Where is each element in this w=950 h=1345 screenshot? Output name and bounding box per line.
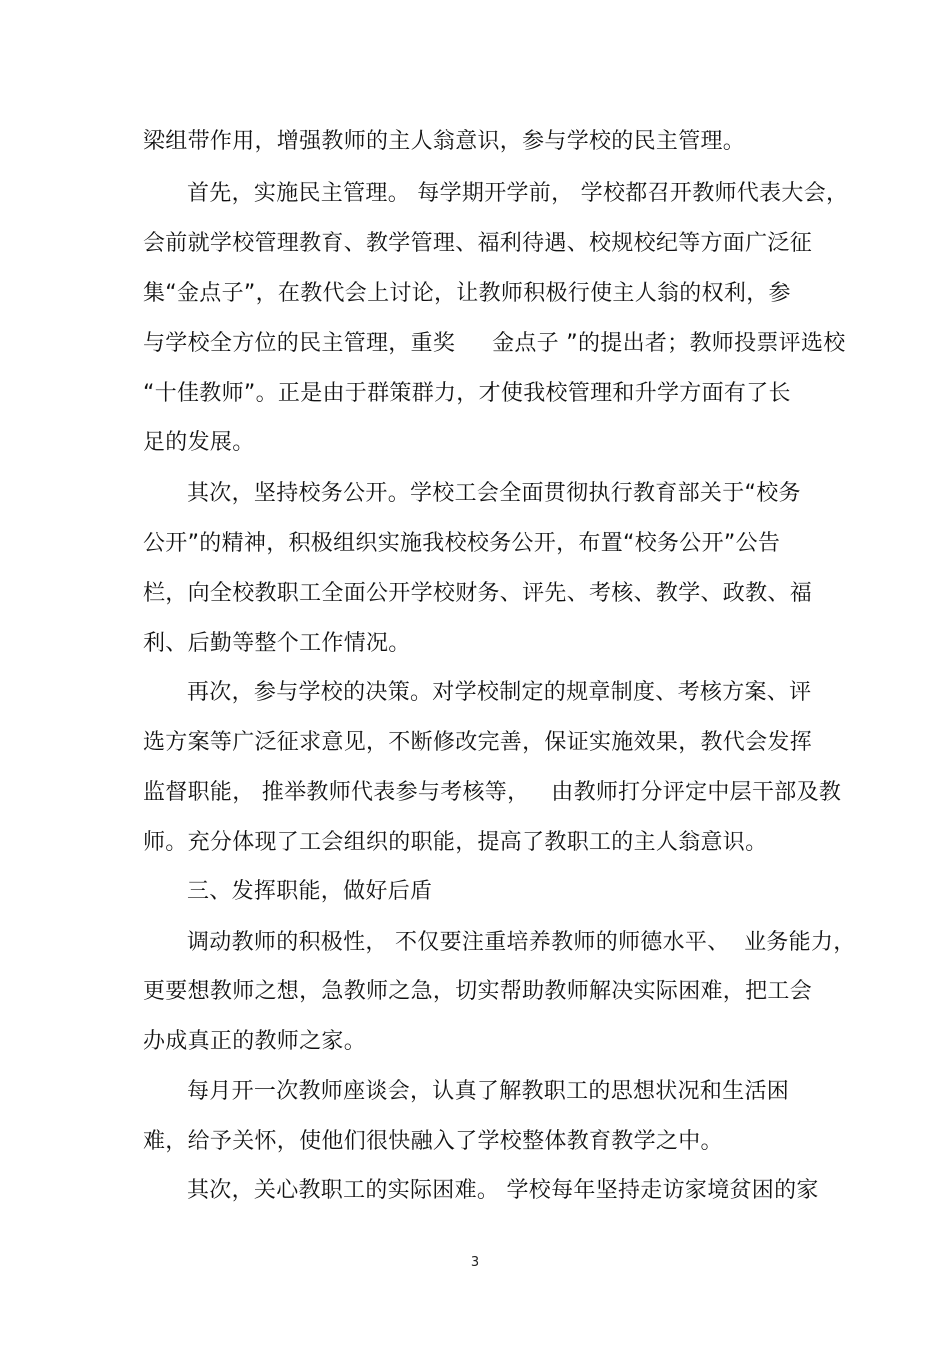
text-line: 会前就学校管理教育、教学管理、福利待遇、校规校纪等方面广泛征 <box>143 231 813 256</box>
paragraph-start-line: 其次，关心教职工的实际困难。 学校每年坚持走访家境贫困的家 <box>187 1178 819 1203</box>
text-line: 与学校全方位的民主管理，重奖 金点子 ”的提出者；教师投票评选校 <box>143 331 846 356</box>
text-line: “十佳教师”。正是由于群策群力，才使我校管理和升学方面有了长 <box>143 381 791 406</box>
section-heading: 三、发挥职能，做好后盾 <box>187 879 433 904</box>
paragraph-start-line: 其次，坚持校务公开。学校工会全面贯彻执行教育部关于“校务 <box>187 481 801 506</box>
paragraph-start-line: 调动教师的积极性， 不仅要注重培养教师的师德水平、 业务能力， <box>187 930 856 955</box>
text-line: 选方案等广泛征求意见，不断修改完善，保证实施效果，教代会发挥 <box>143 730 813 755</box>
text-line: 更要想教师之想，急教师之急，切实帮助教师解决实际困难，把工会 <box>143 979 813 1004</box>
text-line: 利、后勤等整个工作情况。 <box>143 631 411 656</box>
text-line: 集“金点子”，在教代会上讨论，让教师积极行使主人翁的权利，参 <box>143 281 791 306</box>
text-line: 公开”的精神，积极组织实施我校校务公开，布置“校务公开”公告 <box>143 531 781 556</box>
paragraph-start-line: 每月开一次教师座谈会，认真了解教职工的思想状况和生活困 <box>187 1079 790 1104</box>
page-number: 3 <box>470 1255 480 1270</box>
text-line: 监督职能， 推举教师代表参与考核等， 由教师打分评定中层干部及教 <box>143 780 842 805</box>
text-line: 梁组带作用，增强教师的主人翁意识，参与学校的民主管理。 <box>143 129 746 154</box>
text-line: 栏，向全校教职工全面公开学校财务、评先、考核、教学、政教、福 <box>143 581 813 606</box>
text-line: 足的发展。 <box>143 430 255 455</box>
text-line: 师。充分体现了工会组织的职能，提高了教职工的主人翁意识。 <box>143 830 768 855</box>
paragraph-start-line: 再次，参与学校的决策。对学校制定的规章制度、考核方案、评 <box>187 680 812 705</box>
text-line: 难，给予关怀，使他们很快融入了学校整体教育教学之中。 <box>143 1129 723 1154</box>
paragraph-start-line: 首先，实施民主管理。 每学期开学前， 学校都召开教师代表大会， <box>187 181 849 206</box>
text-line: 办成真正的教师之家。 <box>143 1029 367 1054</box>
